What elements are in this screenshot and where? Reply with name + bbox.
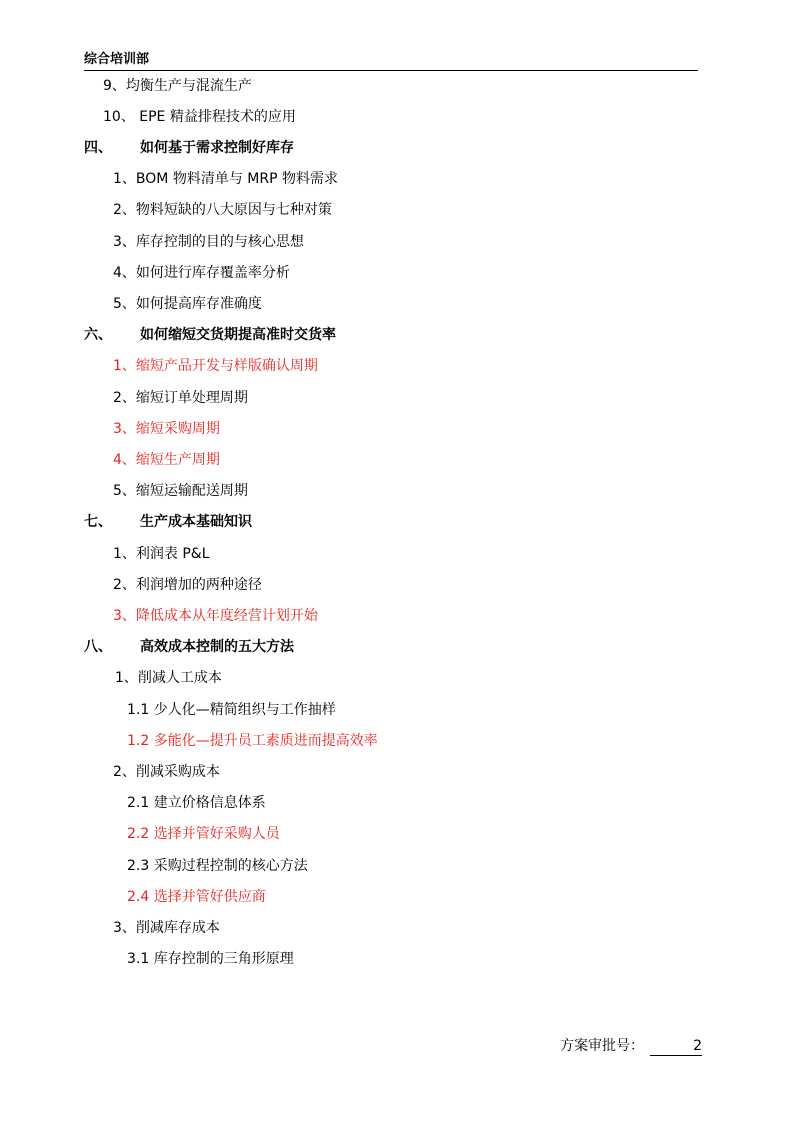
page-header [84, 50, 698, 71]
section-heading [84, 513, 252, 531]
section-title: 高效成本控制的五大方法 [140, 639, 294, 655]
list-item: 1、利润表 P&L [113, 546, 210, 562]
sub-list-item-highlighted: 2.2 选择并管好采购人员 [127, 826, 280, 842]
list-item: 1、BOM 物料清单与 MRP 物料需求 [113, 171, 338, 187]
section-number: 八、 [84, 639, 112, 655]
list-item: 3、库存控制的目的与核心思想 [113, 234, 304, 250]
list-item-highlighted: 3、缩短采购周期 [113, 421, 220, 437]
section-number: 六、 [84, 327, 112, 343]
list-item-highlighted: 3、降低成本从年度经营计划开始 [113, 608, 318, 624]
sub-list-item: 3.1 库存控制的三角形原理 [127, 951, 294, 967]
list-item: 3、削减库存成本 [113, 920, 220, 936]
list-item: 2、缩短订单处理周期 [113, 390, 248, 406]
list-item: 2、削减采购成本 [113, 764, 220, 780]
list-item-highlighted: 1、缩短产品开发与样版确认周期 [113, 358, 318, 374]
sub-list-item-highlighted: 1.2 多能化—提升员工素质进而提高效率 [127, 733, 378, 749]
section-heading [84, 638, 294, 656]
list-item: 9、均衡生产与混流生产 [103, 78, 252, 94]
list-item: 10、 EPE 精益排程技术的应用 [103, 109, 296, 125]
header-title: 综合培训部 [84, 52, 150, 67]
section-heading [84, 139, 294, 157]
page-footer [560, 1037, 702, 1056]
section-number: 四、 [84, 140, 112, 156]
list-item: 1、削减人工成本 [115, 670, 222, 686]
sub-list-item: 2.1 建立价格信息体系 [127, 795, 266, 811]
list-item: 2、物料短缺的八大原因与七种对策 [113, 202, 332, 218]
section-title: 如何基于需求控制好库存 [140, 140, 294, 156]
list-item: 4、如何进行库存覆盖率分析 [113, 265, 290, 281]
section-title: 生产成本基础知识 [140, 514, 252, 530]
section-number: 七、 [84, 514, 112, 530]
list-item: 5、缩短运输配送周期 [113, 483, 248, 499]
section-title: 如何缩短交货期提高准时交货率 [140, 327, 336, 343]
list-item: 2、利润增加的两种途径 [113, 577, 262, 593]
sub-list-item-highlighted: 2.4 选择并管好供应商 [127, 889, 266, 905]
approval-number-label: 方案审批号： [560, 1038, 644, 1054]
list-item-highlighted: 4、缩短生产周期 [113, 452, 220, 468]
sub-list-item: 2.3 采购过程控制的核心方法 [127, 858, 308, 874]
sub-list-item: 1.1 少人化—精简组织与工作抽样 [127, 702, 336, 718]
list-item: 5、如何提高库存准确度 [113, 296, 262, 312]
page-number: 2 [650, 1037, 702, 1056]
section-heading [84, 326, 336, 344]
